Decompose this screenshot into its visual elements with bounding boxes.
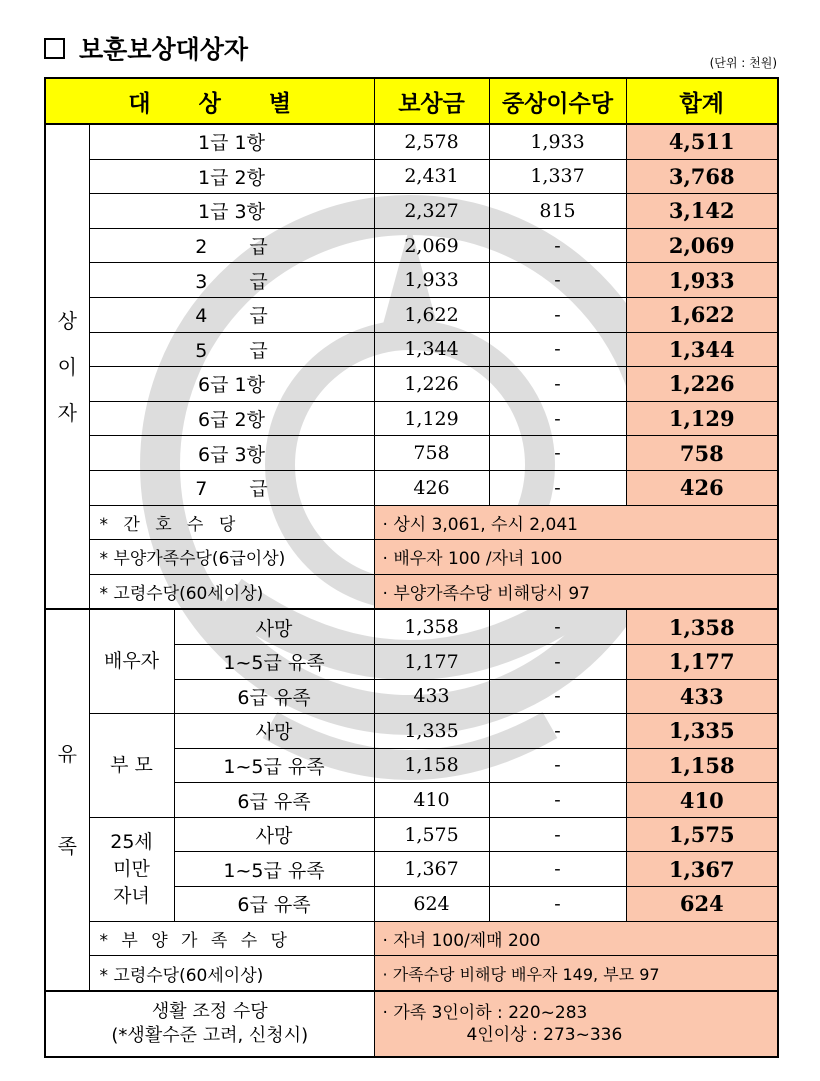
grade-cell: 1급 1항 <box>89 124 374 159</box>
living-text-line1: · 가족 3인이하 : 220~283 <box>382 1002 588 1023</box>
note-label: * 고령수당(60세이상) <box>89 956 374 991</box>
living-label <box>45 991 374 1057</box>
allow-cell: - <box>489 332 626 367</box>
total-cell: 1,158 <box>626 748 778 783</box>
total-cell: 1,575 <box>626 817 778 852</box>
living-label-line2: (*생활수준 고려, 신청시) <box>111 1024 309 1046</box>
family-subgroup-spouse: 배우자 <box>89 609 174 713</box>
total-cell: 1,344 <box>626 332 778 367</box>
unit-note: (단위 : 천원) <box>709 56 777 70</box>
type-cell: 사망 <box>174 714 374 749</box>
allow-cell: - <box>489 297 626 332</box>
comp-cell: 2,431 <box>374 159 489 194</box>
type-cell: 사망 <box>174 817 374 852</box>
header-category: 대 상 별 <box>45 78 374 124</box>
table-row <box>45 263 778 298</box>
comp-cell: 1,575 <box>374 817 489 852</box>
comp-cell: 433 <box>374 679 489 714</box>
grade-cell: 1급 2항 <box>89 159 374 194</box>
comp-cell: 1,226 <box>374 367 489 402</box>
comp-cell: 1,335 <box>374 714 489 749</box>
living-text-line2: 4인이상 : 273~336 <box>466 1024 623 1045</box>
comp-cell: 1,622 <box>374 297 489 332</box>
type-cell: 6급 유족 <box>174 887 374 922</box>
total-cell: 1,129 <box>626 401 778 436</box>
header-allowance: 중상이수당 <box>489 78 626 124</box>
note-text: · 가족수당 비해당 배우자 149, 부모 97 <box>374 956 778 991</box>
allow-cell: - <box>489 852 626 887</box>
compensation-table <box>44 77 779 1058</box>
grade-cell: 2 급 <box>89 228 374 263</box>
table-row <box>45 470 778 505</box>
grade-cell: 1급 3항 <box>89 194 374 229</box>
total-cell: 1,226 <box>626 367 778 402</box>
grade-cell: 3 급 <box>89 263 374 298</box>
total-cell: 426 <box>626 470 778 505</box>
note-text: · 자녀 100/제매 200 <box>374 921 778 956</box>
family-subgroup-parents: 부 모 <box>89 714 174 818</box>
total-cell: 3,768 <box>626 159 778 194</box>
allow-cell: - <box>489 644 626 679</box>
page-title <box>44 30 248 66</box>
checkbox-square-icon <box>44 38 65 59</box>
allow-cell: - <box>489 401 626 436</box>
allow-cell: - <box>489 783 626 818</box>
comp-cell: 2,578 <box>374 124 489 159</box>
total-cell: 433 <box>626 679 778 714</box>
total-cell: 758 <box>626 436 778 471</box>
total-cell: 1,358 <box>626 609 778 644</box>
comp-cell: 410 <box>374 783 489 818</box>
type-cell: 1~5급 유족 <box>174 644 374 679</box>
type-cell: 6급 유족 <box>174 679 374 714</box>
comp-cell: 1,933 <box>374 263 489 298</box>
note-label: * 부양가족수당(6급이상) <box>89 540 374 575</box>
allow-cell: - <box>489 714 626 749</box>
allow-cell: 1,933 <box>489 124 626 159</box>
note-text: · 배우자 100 /자녀 100 <box>374 540 778 575</box>
table-header-row <box>45 78 778 124</box>
allow-cell: - <box>489 748 626 783</box>
table-row <box>45 367 778 402</box>
grade-cell: 6급 2항 <box>89 401 374 436</box>
table-row <box>45 124 778 159</box>
type-cell: 1~5급 유족 <box>174 748 374 783</box>
grade-cell: 6급 3항 <box>89 436 374 471</box>
allow-cell: - <box>489 436 626 471</box>
allow-cell: 815 <box>489 194 626 229</box>
header-compensation: 보상금 <box>374 78 489 124</box>
grade-cell: 6급 1항 <box>89 367 374 402</box>
comp-cell: 758 <box>374 436 489 471</box>
comp-cell: 1,358 <box>374 609 489 644</box>
page-title-text: 보훈보상대상자 <box>79 35 249 64</box>
comp-cell: 1,158 <box>374 748 489 783</box>
total-cell: 2,069 <box>626 228 778 263</box>
family-group-label: 유 족 <box>45 609 89 991</box>
note-label: * 고령수당(60세이상) <box>89 574 374 609</box>
allow-cell: - <box>489 367 626 402</box>
grade-cell: 7 급 <box>89 470 374 505</box>
table-row <box>45 714 778 749</box>
allow-cell: - <box>489 470 626 505</box>
living-text <box>374 991 778 1057</box>
grade-cell: 5 급 <box>89 332 374 367</box>
total-cell: 1,933 <box>626 263 778 298</box>
allow-cell: - <box>489 887 626 922</box>
total-cell: 3,142 <box>626 194 778 229</box>
comp-cell: 2,069 <box>374 228 489 263</box>
type-cell: 6급 유족 <box>174 783 374 818</box>
allow-cell: 1,337 <box>489 159 626 194</box>
note-row <box>45 505 778 540</box>
comp-cell: 2,327 <box>374 194 489 229</box>
note-label: * 간 호 수 당 <box>89 505 374 540</box>
injured-group-label: 상 이 자 <box>45 124 89 609</box>
note-text: · 부양가족수당 비해당시 97 <box>374 574 778 609</box>
table-row <box>45 609 778 644</box>
note-row <box>45 921 778 956</box>
total-cell: 1,622 <box>626 297 778 332</box>
table-row <box>45 194 778 229</box>
note-text: · 상시 3,061, 수시 2,041 <box>374 505 778 540</box>
total-cell: 1,177 <box>626 644 778 679</box>
allow-cell: - <box>489 228 626 263</box>
living-row <box>45 991 778 1057</box>
header-total: 합계 <box>626 78 778 124</box>
type-cell: 1~5급 유족 <box>174 852 374 887</box>
comp-cell: 1,177 <box>374 644 489 679</box>
living-label-line1: 생활 조정 수당 <box>151 1001 268 1023</box>
comp-cell: 1,367 <box>374 852 489 887</box>
comp-cell: 1,129 <box>374 401 489 436</box>
comp-cell: 624 <box>374 887 489 922</box>
allow-cell: - <box>489 679 626 714</box>
table-row <box>45 332 778 367</box>
note-label: * 부 양 가 족 수 당 <box>89 921 374 956</box>
table-row <box>45 436 778 471</box>
total-cell: 1,335 <box>626 714 778 749</box>
allow-cell: - <box>489 817 626 852</box>
note-row <box>45 956 778 991</box>
total-cell: 1,367 <box>626 852 778 887</box>
allow-cell: - <box>489 609 626 644</box>
table-row <box>45 159 778 194</box>
note-row <box>45 540 778 575</box>
comp-cell: 426 <box>374 470 489 505</box>
total-cell: 4,511 <box>626 124 778 159</box>
comp-cell: 1,344 <box>374 332 489 367</box>
table-row <box>45 297 778 332</box>
grade-cell: 4 급 <box>89 297 374 332</box>
total-cell: 410 <box>626 783 778 818</box>
total-cell: 624 <box>626 887 778 922</box>
table-row <box>45 817 778 852</box>
table-row <box>45 401 778 436</box>
type-cell: 사망 <box>174 609 374 644</box>
note-row <box>45 574 778 609</box>
table-row <box>45 228 778 263</box>
allow-cell: - <box>489 263 626 298</box>
family-subgroup-children: 25세 미만 자녀 <box>89 817 174 921</box>
